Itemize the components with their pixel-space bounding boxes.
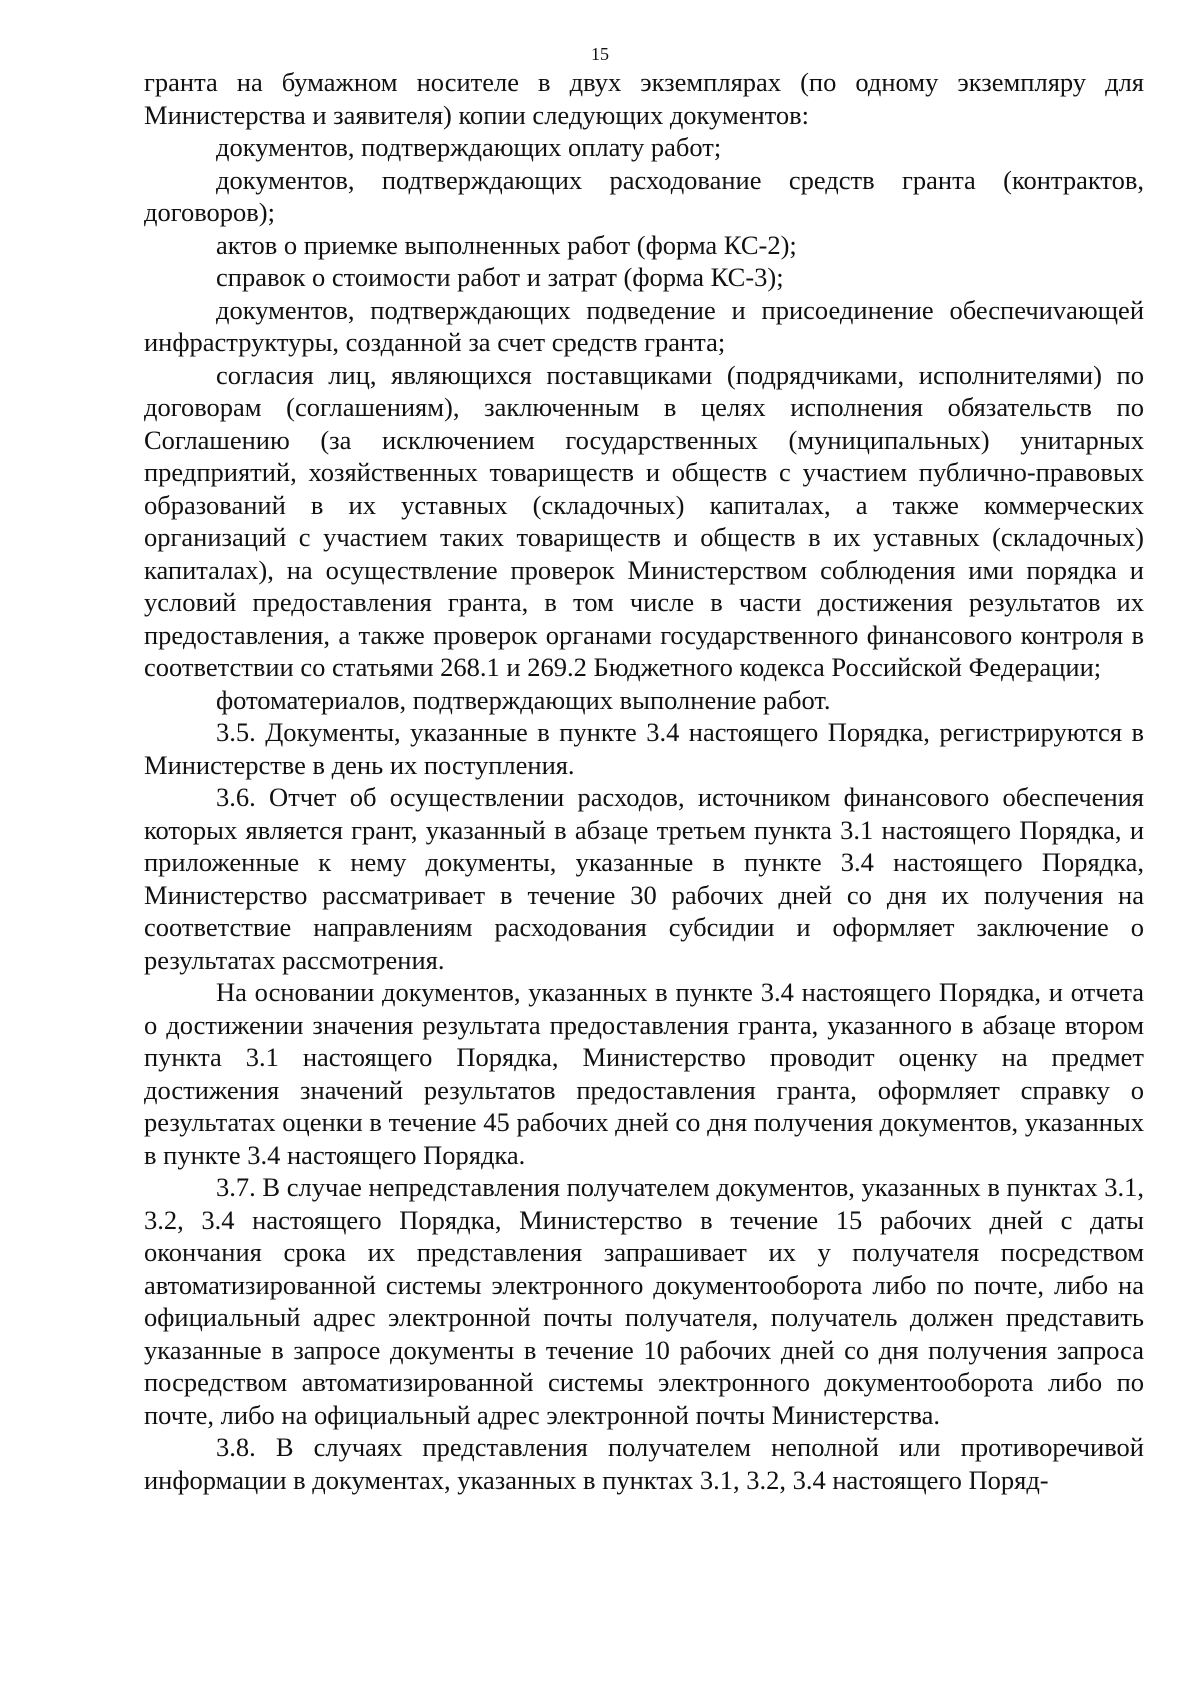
- paragraph-payment-docs: документов, подтверждающих оплату работ;: [216, 132, 722, 162]
- paragraph-clause-3-7: 3.7. В случае непредставления получателем документов, указанных в пунктах 3.1, 3.2, 3.4 настоящего Порядка, Министерство в течение 15 рабочих дней с даты окончания срока их представления запрашивает их у получателя посредством автоматизированной системы электронного документооборота либо по почте, либо на официальный адрес электронной почты получателя, получатель должен представить указанные в запросе документы в течение 10 рабочих дней со дня получения запроса посредством автоматизированной системы электронного документооборота либо по почте, либо на официальный адрес электронной почты Министерства.: [144, 1172, 1144, 1430]
- paragraph-continuation: гранта на бумажном носителе в двух экземплярах (по одному экземпляру для Министерства и заявителя) копии следующих документов:: [144, 67, 1144, 130]
- paragraph-spending-docs: документов, подтверждающих расходование средств гранта (контрактов, договоров);: [144, 164, 1144, 227]
- paragraph-ks2-acts: актов о приемке выполненных работ (форма КС-2);: [216, 229, 797, 260]
- body-text: [144, 66, 1144, 1496]
- paragraph-infrastructure-docs: документов, подтверждающих подведение и присоединение обеспечиvающей инфраструктуры, созданной за счет средств гранта;: [144, 294, 1144, 357]
- paragraph-photo-materials: фотоматериалов, подтверждающих выполнение работ.: [216, 684, 831, 715]
- paragraph-clause-3-6: 3.6. Отчет об осуществлении расходов, источником финансового обеспечения которых является грант, указанный в абзаце третьем пункта 3.1 настоящего Порядка, и приложенные к нему документы, указанные в пункте 3.4 настоящего Порядка, Министерство рассматривает в течение 30 рабочих дней со дня их получения на соответствие направлениям расходования субсидии и оформляет заключение о результатах рассмотрения.: [144, 782, 1144, 975]
- paragraph-ks3-certificates: справок о стоимости работ и затрат (форма КС-3);: [216, 262, 784, 292]
- paragraph-assessment: На основании документов, указанных в пункте 3.4 настоящего Порядка, и отчета о достижении значения результата предоставления гранта, указанного в абзаце втором пункта 3.1 настоящего Порядка, Министерство проводит оценку на предмет достижения значений результатов предоставления гранта, оформляет справку о результатах оценки в течение 45 рабочих дней со дня получения документов, указанных в пункте 3.4 настоящего Порядка.: [144, 977, 1144, 1170]
- paragraph-clause-3-5: 3.5. Документы, указанные в пункте 3.4 настоящего Порядка, регистрируются в Министерстве в день их поступления.: [144, 717, 1144, 780]
- paragraph-supplier-consent: согласия лиц, являющихся поставщиками (подрядчиками, исполнителями) по договорам (соглашениям), заключенным в целях исполнения обязательств по Соглашению (за исключением государственных (муниципальных) унитарных предприятий, хозяйственных товариществ и обществ с участием публично-правовых образований в их уставных (складочных) капиталах, а также коммерческих организаций с участием таких товариществ и обществ в их уставных (складочных) капиталах), на осуществление проверок Министерством соблюдения ими порядка и условий предоставления гранта, в том числе в части достижения результатов их предоставления, а также проверок органами государственного финансового контроля в соответствии со статьями 268.1 и 269.2 Бюджетного кодекса Российской Федерации;: [144, 359, 1144, 682]
- paragraph-clause-3-8: 3.8. В случаях представления получателем неполной или противоречивой информации в документах, указанных в пунктах 3.1, 3.2, 3.4 настоящего Поряд-: [144, 1432, 1144, 1495]
- page-number: 15: [591, 44, 609, 64]
